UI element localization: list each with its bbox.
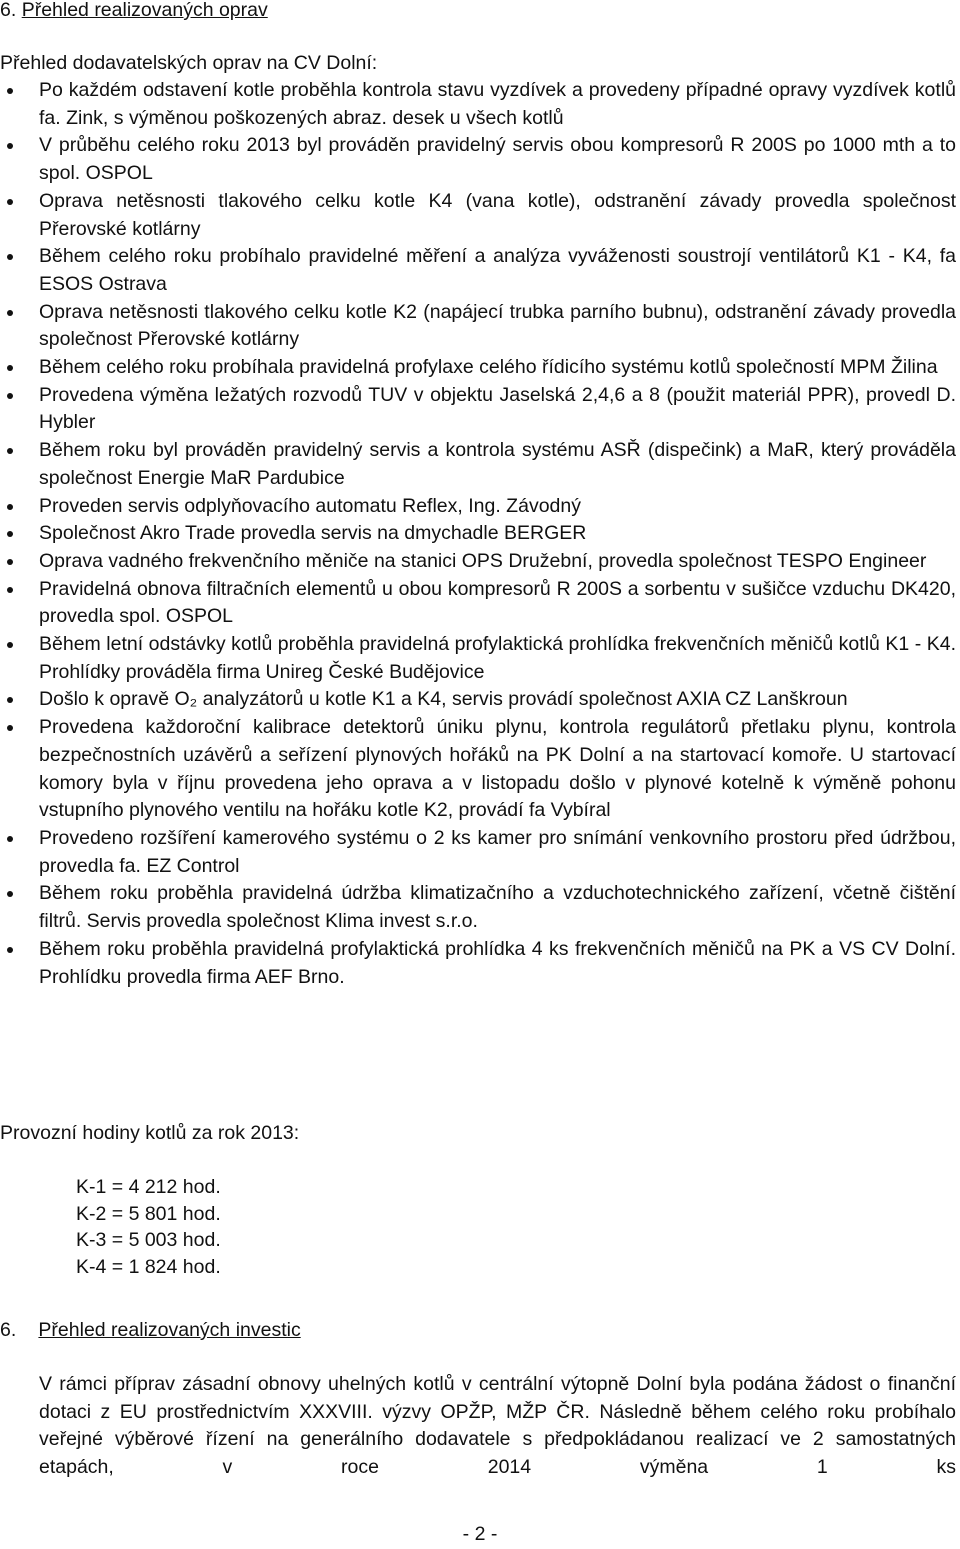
list-item: Oprava vadného frekvenčního měniče na stanici OPS Družební, provedla společnost TESPO Engineer — [0, 548, 956, 576]
repairs-bullet-list — [0, 77, 956, 991]
list-item: Během roku byl prováděn pravidelný servis a kontrola systému ASŘ (dispečink) a MaR, který prováděla společnost Energie MaR Pardubice — [0, 437, 956, 492]
list-item: Společnost Akro Trade provedla servis na dmychadle BERGER — [0, 520, 956, 548]
list-item: Během letní odstávky kotlů proběhla pravidelná profylaktická prohlídka frekvenčních měničů kotlů K1 - K4. Prohlídky prováděla firma Unireg České Budějovice — [0, 631, 956, 686]
operating-hours-item: K-3 = 5 003 hod. — [76, 1229, 221, 1251]
list-item: Došlo k opravě O₂ analyzátorů u kotle K1 a K4, servis provádí společnost AXIA CZ Lanškroun — [0, 686, 956, 714]
list-item: Během celého roku probíhalo pravidelné měření a analýza vyváženosti soustrojí ventilátorů K1 - K4, fa ESOS Ostrava — [0, 243, 956, 298]
list-item: Pravidelná obnova filtračních elementů u obou kompresorů R 200S a sorbentu v sušičce vzduchu DK420, provedla spol. OSPOL — [0, 576, 956, 631]
list-item: Během celého roku probíhala pravidelná profylaxe celého řídicího systému kotlů společností MPM Žilina — [0, 354, 956, 382]
list-item: Po každém odstavení kotle proběhla kontrola stavu vyzdívek a provedeny případné opravy vyzdívek kotlů fa. Zink, s výměnou poškozených abraz. desek u všech kotlů — [0, 77, 956, 132]
section-number: 6. — [0, 1319, 17, 1341]
list-item: Provedeno rozšíření kamerového systému o 2 ks kamer pro snímání venkovního prostoru před údržbou, provedla fa. EZ Control — [0, 825, 956, 880]
operating-hours-list — [76, 1174, 221, 1280]
list-item: Během roku proběhla pravidelná profylaktická prohlídka 4 ks frekvenčních měničů na PK a VS CV Dolní. Prohlídku provedla firma AEF Brno. — [0, 936, 956, 991]
operating-hours-item: K-4 = 1 824 hod. — [76, 1255, 221, 1278]
list-item: V průběhu celého roku 2013 byl prováděn pravidelný servis obou kompresorů R 200S po 1000 mth a to spol. OSPOL — [0, 132, 956, 187]
list-item: Oprava netěsnosti tlakového celku kotle K2 (napájecí trubka parního bubnu), odstranění závady provedla společnost Přerovské kotlárny — [0, 299, 956, 354]
page-number: - 2 - — [462, 1523, 498, 1545]
list-item: Proveden servis odplyňovacího automatu Reflex, Ing. Závodný — [0, 493, 956, 521]
section-title: Přehled realizovaných investic — [38, 1319, 301, 1341]
list-item: Provedena každoroční kalibrace detektorů úniku plynu, kontrola regulátorů přetlaku plynu, kontrola bezpečnostních uzávěrů a seřízení plynových hořáků na PK Dolní a na startovací komoře. U startovací komory byla v říjnu provedena jeho oprava a v listopadu došlo v plynové kotelně k výměně pohonu vstupního plynového ventilu na hořáku kotle K2, provádí fa Vybíral — [0, 714, 956, 825]
list-item: Během roku proběhla pravidelná údržba klimatizačního a vzduchotechnického zařízení, včetně čištění filtrů. Servis provedla společnost Klima invest s.r.o. — [0, 880, 956, 935]
section-heading-repairs — [0, 0, 268, 25]
intro-text: Přehled dodavatelských oprav na CV Dolní: — [0, 52, 378, 74]
section-number: 6. — [0, 0, 17, 21]
operating-hours-title: Provozní hodiny kotlů za rok 2013: — [0, 1122, 300, 1144]
section-title: Přehled realizovaných oprav — [21, 0, 268, 21]
operating-hours-item: K-1 = 4 212 hod. — [76, 1176, 221, 1198]
operating-hours-item: K-2 = 5 801 hod. — [76, 1202, 221, 1225]
section-heading-investments — [0, 1317, 301, 1345]
list-item: Provedena výměna ležatých rozvodů TUV v objektu Jaselská 2,4,6 a 8 (použit materiál PPR), provedl D. Hybler — [0, 382, 956, 437]
list-item: Oprava netěsnosti tlakového celku kotle K4 (vana kotle), odstranění závady provedla společnost Přerovské kotlárny — [0, 188, 956, 243]
investments-paragraph: V rámci příprav zásadní obnovy uhelných kotlů v centrální výtopně Dolní byla podána žádost o finanční dotaci z EU prostřednictvím XXXVIII. výzvy OPŽP, MŽP ČR. Následně během celého roku probíhalo veřejné výběrové řízení na generálního dodavatele s předpokládanou realizací ve 2 samostatných etapách, v roce 2014 výměna 1 ks — [39, 1373, 956, 1479]
